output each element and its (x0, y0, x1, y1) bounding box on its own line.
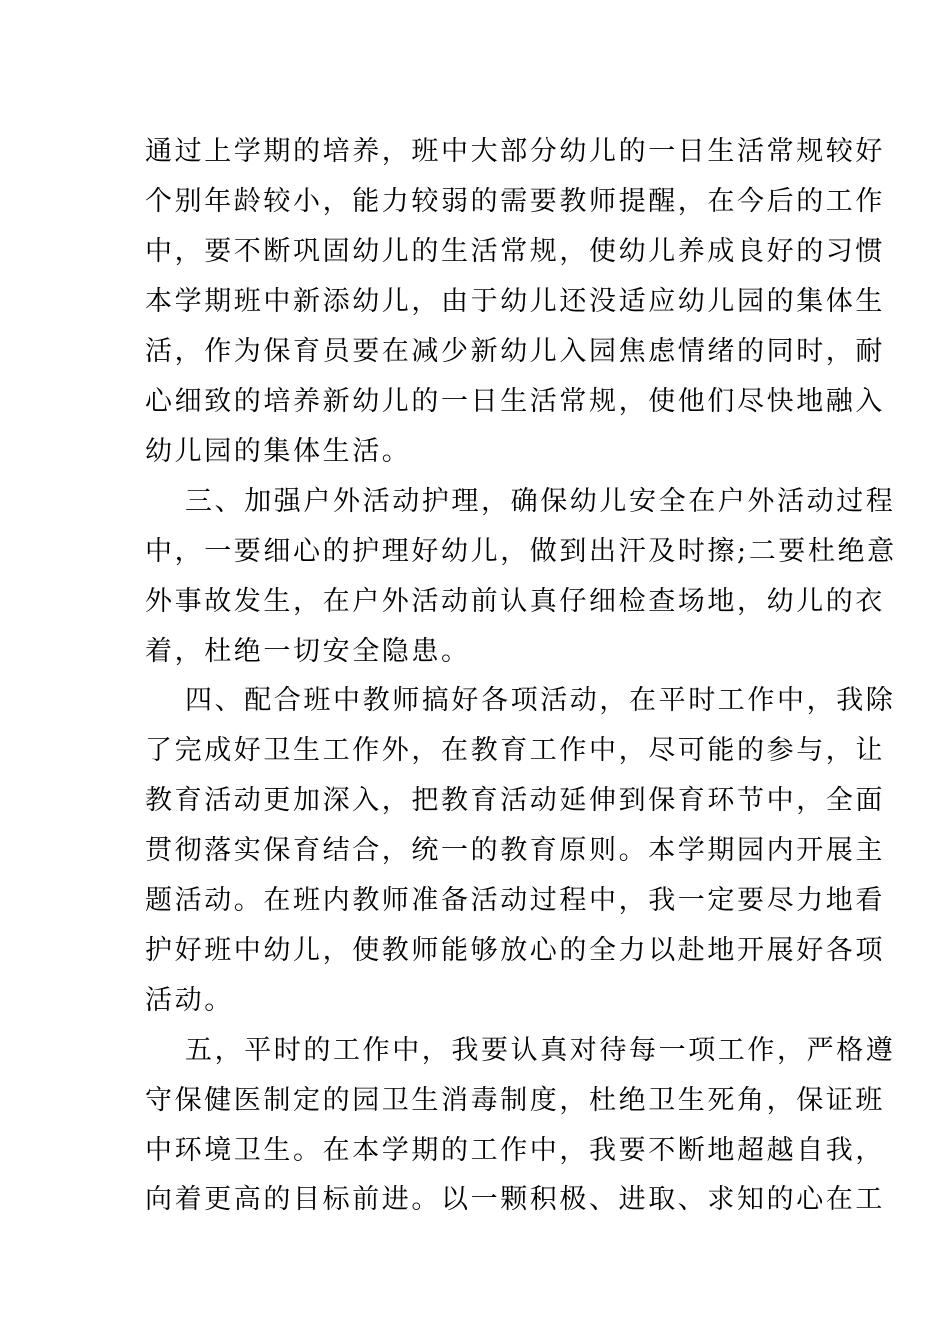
text-line: 了完成好卫生工作外，在教育工作中，尽可能的参与，让 (145, 735, 885, 766)
text-line: 贯彻落实保育结合，统一的教育原则。本学期园内开展主 (145, 835, 885, 866)
text-line: 活动。 (145, 985, 234, 1016)
text-line: 护好班中幼儿，使教师能够放心的全力以赴地开展好各项 (145, 935, 885, 966)
text-line: 本学期班中新添幼儿，由于幼儿还没适应幼儿园的集体生 (145, 286, 885, 317)
text-line: 心细致的培养新幼儿的一日生活常规，使他们尽快地融入 (145, 386, 885, 417)
text-line: 向着更高的目标前进。以一颗积极、进取、求知的心在工 (145, 1184, 885, 1215)
text-line: 通过上学期的培养，班中大部分幼儿的一日生活常规较好 (145, 136, 885, 167)
section-heading-3: 三、加强户外活动护理，确保幼儿安全在户外活动过程 (185, 486, 896, 517)
text-line: 幼儿园的集体生活。 (145, 436, 412, 467)
text-line: 中，要不断巩固幼儿的生活常规，使幼儿养成良好的习惯 (145, 236, 885, 267)
text-line: 题活动。在班内教师准备活动过程中，我一定要尽力地看 (145, 885, 885, 916)
section-heading-5: 五，平时的工作中，我要认真对待每一项工作，严格遵 (185, 1035, 896, 1066)
text-line: 中，一要细心的护理好幼儿，做到出汗及时擦;二要杜绝意 (145, 536, 897, 567)
text-line: 着，杜绝一切安全隐患。 (145, 636, 471, 667)
text-line: 教育活动更加深入，把教育活动延伸到保育环节中，全面 (145, 785, 885, 816)
text-line: 活，作为保育员要在减少新幼儿入园焦虑情绪的同时，耐 (145, 336, 885, 367)
text-line: 中环境卫生。在本学期的工作中，我要不断地超越自我， (145, 1135, 885, 1166)
text-line: 守保健医制定的园卫生消毒制度，杜绝卫生死角，保证班 (145, 1085, 885, 1116)
text-line: 个别年龄较小，能力较弱的需要教师提醒，在今后的工作 (145, 186, 885, 217)
text-line: 外事故发生，在户外活动前认真仔细检查场地，幼儿的衣 (145, 586, 885, 617)
section-heading-4: 四、配合班中教师搞好各项活动，在平时工作中，我除 (185, 685, 896, 716)
